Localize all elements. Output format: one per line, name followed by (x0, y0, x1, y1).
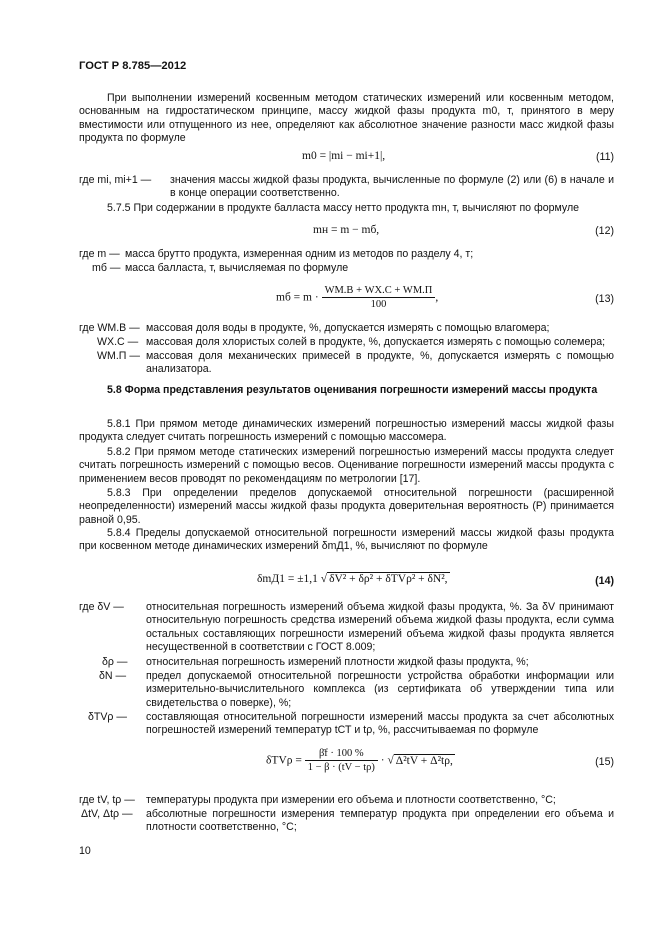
formula-15-fraction (305, 747, 378, 775)
definition-text: массовая доля механических примесей в продукте, %, допускается измерять с помощью анализатора. (146, 350, 614, 376)
definition-label: WХ.С — (97, 336, 139, 348)
definition-text: составляющая относительной погрешности измерений массы продукта за счет абсолютных погрешностей измерений температур tСТ и tρ, %, рассчитываемая по формуле (146, 711, 614, 737)
formula-14 (257, 573, 450, 586)
definition-label: δρ — (102, 656, 128, 668)
formula-15-numerator: β̄f · 100 % (305, 747, 378, 761)
formula-14-number: (14) (595, 575, 614, 587)
section-5-8-title: 5.8 Форма представления результатов оценивания погрешности измерений массы продукта (107, 384, 598, 396)
definition-text: предел допускаемой относительной погрешности устройства обработки информации или измерительно-вычислительного комплекса (из сертификата об утверждении типа или свидетельства о поверке), %; (146, 670, 614, 709)
document-header: ГОСТ Р 8.785—2012 (79, 60, 187, 72)
formula-13-fraction (322, 284, 436, 312)
paragraph-5-8-3: 5.8.3 При определении пределов допускаемой относительной погрешности (расширенной неопределенности) измерений массы жидкой фазы продукта доверительная вероятность (P) принимается равной 0,95. (79, 487, 614, 526)
definition-text: относительная погрешность измерений плотности жидкой фазы продукта, %; (146, 656, 529, 668)
formula-15-left: δTVρ = (266, 754, 302, 767)
paragraph-5-8-2: 5.8.2 При прямом методе статических измерений погрешностью измерений массы продукта следует считать погрешность измерений с помощью весов. Оценивание погрешности измерений массы продукта с применением весов проводят по рекомендациям по метрологии [17]. (79, 446, 614, 485)
page-number: 10 (79, 845, 91, 857)
sqrt-icon: √ (387, 754, 394, 767)
intro-paragraph: При выполнении измерений косвенным методом статических измерений или косвенным методом, основанным на гидростатическом принципе, массу жидкой фазы продукта m0, т, принятого в меру вместимости или отпущенного из нее, определяют как абсолютное значение разности масс жидкой фазы продукта по формуле (79, 92, 614, 145)
definition-text: температуры продукта при измерении его объема и плотности соответственно, °C; (146, 794, 556, 806)
formula-13-left: mб = m · (276, 291, 319, 304)
formula-13-numerator: WМ.В + WХ.С + WМ.П (322, 284, 436, 298)
definition-label: mб — (92, 262, 121, 274)
formula-13: mб = m · $\frac{WМ.В + WХ.С + WМ.П}{100}$ , (276, 285, 439, 311)
definition-label: ΔtV, Δtρ — (81, 808, 133, 820)
sqrt-icon: √ (320, 573, 328, 585)
paragraph-5-8-1: 5.8.1 При прямом методе динамических измерений погрешностью измерений массы жидкой фазы продукта следует считать погрешность измерений с помощью массомера. (79, 418, 614, 444)
definition-label: где WМ.В — (79, 322, 140, 334)
formula-12-number: (12) (595, 225, 614, 237)
paragraph-5-7-5: 5.7.5 При содержании в продукте балласта массу нетто продукта mн, т, вычисляют по формуле (107, 202, 580, 214)
formula-14-left: δmД1 = ±1,1 (257, 573, 318, 585)
definition-text: массовая доля хлористых солей в продукте, %, допускается измерять с помощью солемера; (146, 336, 606, 348)
definition-text: значения массы жидкой фазы продукта, вычисленные по формуле (2) или (6) в начале и в конце операции соответственно. (170, 174, 614, 200)
definition-label: WМ.П — (97, 350, 140, 362)
definition-text: массовая доля воды в продукте, %, допускается измерять с помощью влагомера; (146, 322, 550, 334)
definition-text: абсолютные погрешности измерения температур продукта при определении его объема и плотности соответственно, °C; (146, 808, 614, 834)
definition-label: δTVρ — (88, 711, 127, 723)
formula-15-number: (15) (595, 756, 614, 768)
definition-text: масса брутто продукта, измеренная одним из методов по разделу 4, т; (125, 248, 474, 260)
formula-13-number: (13) (595, 293, 614, 305)
definition-label: δN — (99, 670, 127, 682)
definition-label: где δV — (79, 601, 124, 613)
formula-12: mн = m − mб, (313, 224, 380, 236)
formula-11-number: (11) (595, 151, 614, 163)
formula-14-radicand: δV² + δρ² + δTVρ² + δN², (329, 573, 448, 585)
definition-label: где tV, tρ — (79, 794, 135, 806)
paragraph-5-8-4: 5.8.4 Пределы допускаемой относительной погрешности измерений массы жидкой фазы продукта при косвенном методе динамических измерений δmД1, %, вычисляют по формуле (79, 527, 614, 553)
definition-label: где mi, mi+1 — (79, 174, 152, 186)
definition-text: масса балласта, т, вычисляемая по формуле (125, 262, 349, 274)
formula-15-radicand: Δ²tV + Δ²tρ, (395, 754, 453, 767)
definition-text: относительная погрешность измерений объема жидкой фазы продукта, %. За δV принимают относительную погрешность средства измерений объема жидкой фазы продукта, если сумма остальных составляющих погрешности измерений объема жидкой фазы продукта является несущественной в соответствии с ГОСТ 8.009; (146, 601, 614, 654)
formula-11: m0 = |mi − mi+1|, (302, 150, 386, 162)
formula-13-denominator: 100 (370, 299, 387, 311)
formula-15-denominator: 1 − β · (tV − tρ) (307, 762, 375, 774)
formula-15: δTVρ = $\frac{\betāf \cdot 100 \%}{1 - \beta \cdot (tV - t\rho)}$ · √ Δ²tV + Δ²tρ, (266, 748, 453, 774)
definition-label: где m — (79, 248, 120, 260)
